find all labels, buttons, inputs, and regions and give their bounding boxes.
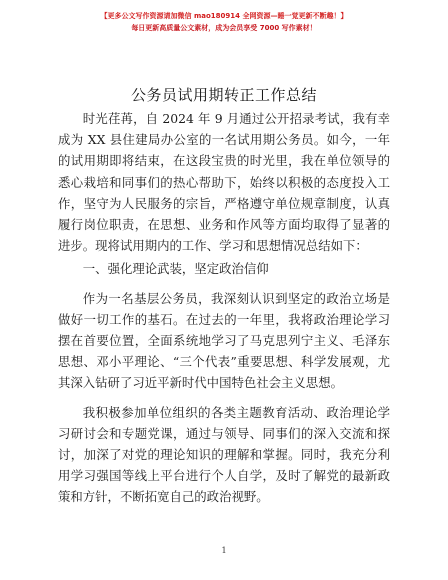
section-heading-1: 一、强化理论武装，坚定政治信仰 xyxy=(82,261,269,277)
body-paragraph-1: 作为一名基层公务员，我深刻认识到坚定的政治立场是做好一切工作的基石。在过去的一年里，我将政治理论学习摆在首要位置，全面系统地学习了马克思列宁主义、毛泽东思想、邓小平理论、“三个代表”重要思想、科学发展观，尤其深入钻研了习近平新时代中国特色社会主义思想。 xyxy=(58,290,390,391)
page-number: 1 xyxy=(221,546,227,555)
document-title: 公务员试用期转正工作总结 xyxy=(130,86,317,104)
promo-banner-line-1: 【更多公文写作资源请加微信 mao180914 全网资源—睡一觉更新不断趣！】 xyxy=(100,12,348,20)
promo-banner-line-2: 每日更新高质量公文素材，成为会员享受 7000 写作素材！ xyxy=(131,24,317,32)
document-body xyxy=(58,108,390,508)
body-paragraph-2: 我积极参加单位组织的各类主题教育活动、政治理论学习研讨会和专题党课，通过与领导、同事们的深入交流和探讨，加深了对党的理论知识的理解和掌握。同时，我充分利用学习强国等线上平台进行个人自学，及时了解党的最新政策和方针，不断拓宽自己的政治视野。 xyxy=(58,404,390,505)
promo-banner xyxy=(0,10,448,34)
intro-paragraph: 时光荏苒，自 2024 年 9 月通过公开招录考试，我有幸成为 XX 县住建局办公室的一名试用期公务员。如今，一年的试用期即将结束，在这段宝贵的时光里，我在单位领导的悉心栽培和同事们的热心帮助下，始终以积极的态度投入工作，坚守为人民服务的宗旨，严格遵守单位规章制度，认真履行岗位职责，在思想、业务和作风等方面均取得了显著的进步。现将试用期内的工作、学习和思想情况总结如下： xyxy=(58,111,390,254)
